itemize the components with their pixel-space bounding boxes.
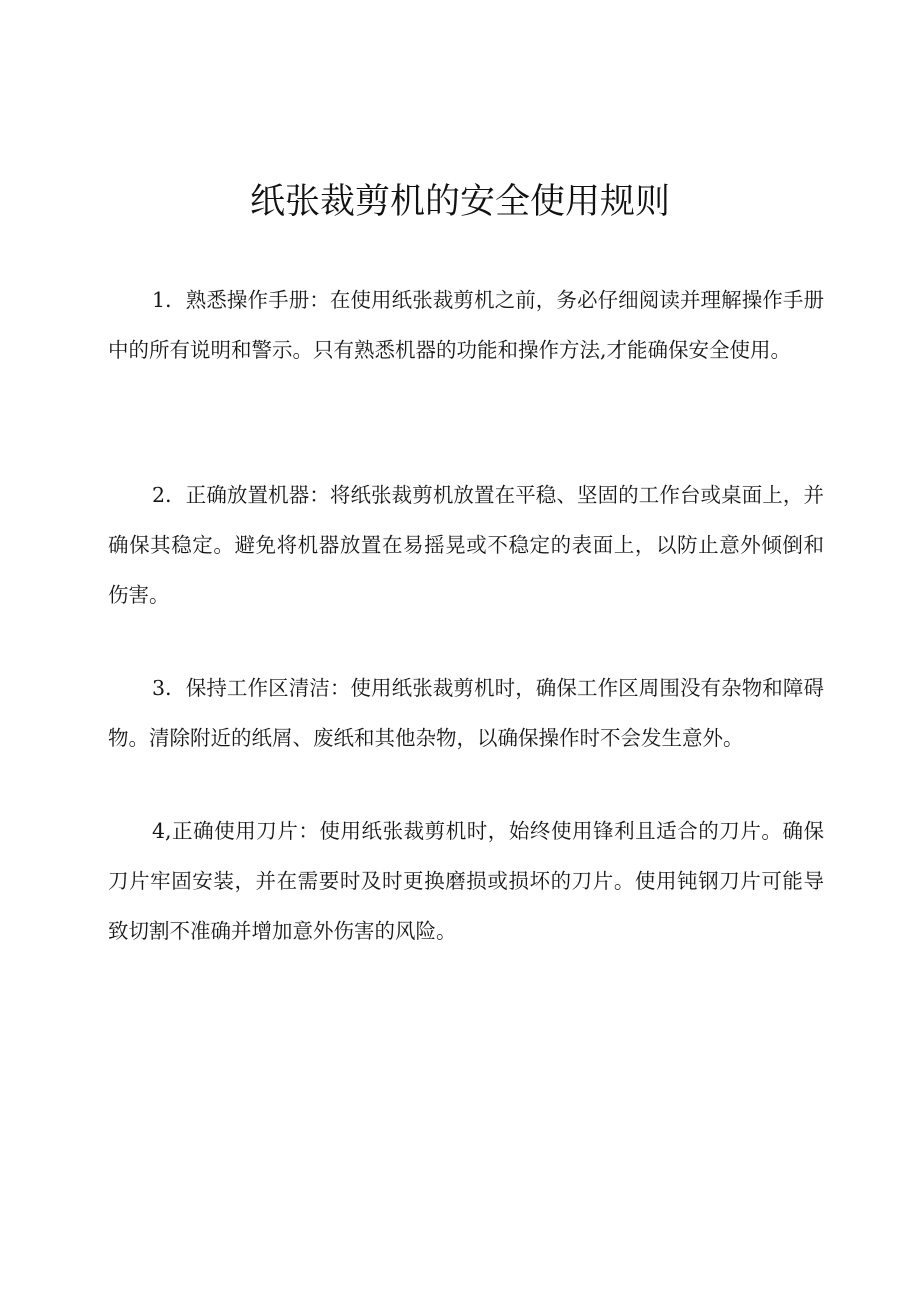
rule-paragraph-1: 1．熟悉操作手册：在使用纸张裁剪机之前，务必仔细阅读并理解操作手册中的所有说明和警示。只有熟悉机器的功能和操作方法,才能确保安全使用。 — [108, 288, 824, 362]
document-title: 纸张裁剪机的安全使用规则 — [249, 182, 670, 222]
rule-paragraph-4: 4,正确使用刀片：使用纸张裁剪机时，始终使用锋利且适合的刀片。确保刀片牢固安装，并在需要时及时更换磨损或损坏的刀片。使用钝钢刀片可能导致切割不准确并增加意外伤害的风险。 — [108, 819, 824, 943]
rule-paragraph-2: 2．正确放置机器：将纸张裁剪机放置在平稳、坚固的工作台或桌面上，并确保其稳定。避免将机器放置在易摇晃或不稳定的表面上，以防止意外倾倒和伤害。 — [108, 483, 824, 607]
rule-paragraph-3: 3．保持工作区清洁：使用纸张裁剪机时，确保工作区周围没有杂物和障碍物。清除附近的纸屑、废纸和其他杂物，以确保操作时不会发生意外。 — [108, 676, 824, 750]
